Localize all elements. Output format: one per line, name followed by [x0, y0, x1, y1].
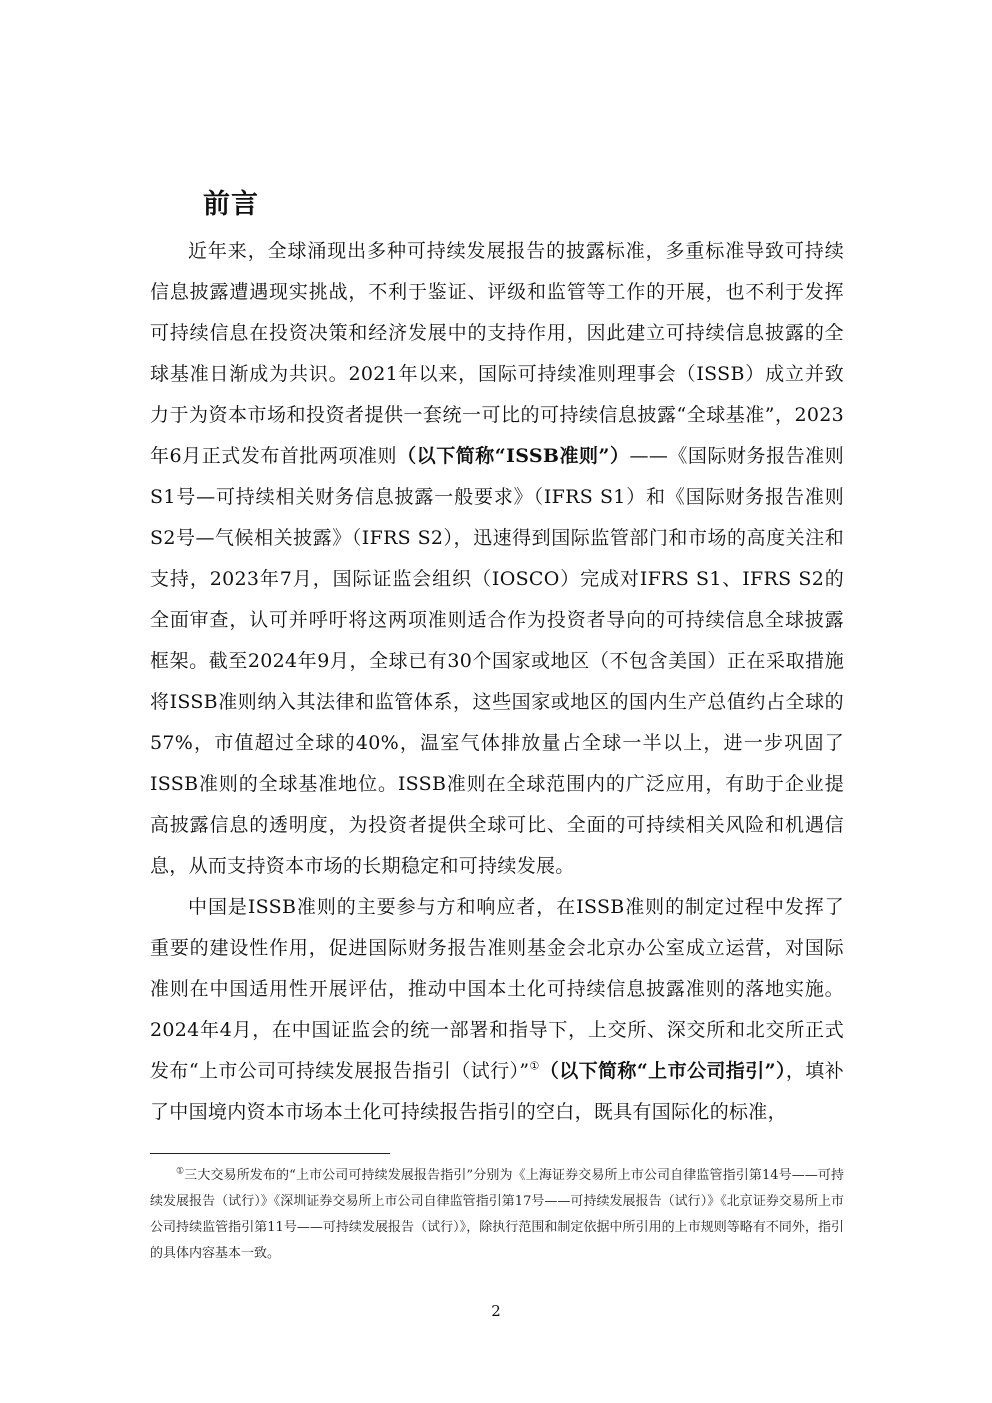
paragraph-2-bold: （以下简称“上市公司指引”） [539, 1060, 786, 1082]
paragraph-2-part-a: 中国是ISSB准则的主要参与方和响应者，在ISSB准则的制定过程中发挥了重要的建设性作用，促进国际财务报告准则基金会北京办公室成立运营，对国际准则在中国适用性开展评估，推动中国本土化可持续信息披露准则的落地实施。2024年4月，在中国证监会的统一部署和指导下，上交所、深交所和北交所正式发布“上市公司可持续发展报告指引（试行）” [150, 896, 844, 1082]
footnote [150, 1163, 844, 1267]
footnote-divider [150, 1153, 390, 1154]
paragraph-1-part-b: ——《国际财务报告准则S1号—可持续相关财务信息披露一般要求》（IFRS S1）和《国际财务报告准则S2号—气候相关披露》（IFRS S2），迅速得到国际监管部门和市场的高度关注和支持，2023年7月，国际证监会组织（IOSCO）完成对IFRS S1、IFRS S2的全面审查，认可并呼吁将这两项准则适合作为投资者导向的可持续信息全球披露框架。截至2024年9月，全球已有30个国家或地区（不包含美国）正在采取措施将ISSB准则纳入其法律和监管体系，这些国家或地区的国内生产总值约占全球的57%，市值超过全球的40%，温室气体排放量占全球一半以上，进一步巩固了ISSB准则的全球基准地位。ISSB准则在全球范围内的广泛应用，有助于企业提高披露信息的透明度，为投资者提供全球可比、全面的可持续相关风险和机遇信息，从而支持资本市场的长期稳定和可持续发展。 [150, 445, 845, 877]
paragraph-2 [150, 887, 844, 1133]
section-heading: 前言 [203, 189, 259, 220]
paragraph-2-part-b: ，填补了中国境内资本市场本土化可持续报告指引的空白，既具有国际化的标准， [150, 1060, 844, 1123]
paragraph-1 [150, 231, 844, 887]
paragraph-1-bold: （以下简称“ISSB准则”） [397, 445, 630, 467]
footnote-mark: ① [176, 1166, 185, 1177]
body-text [150, 231, 844, 1133]
footnote-reference[interactable]: ① [529, 1059, 540, 1073]
page-number: 2 [491, 1302, 501, 1320]
footnote-text: 三大交易所发布的“上市公司可持续发展报告指引”分别为《上海证券交易所上市公司自律监管指引第14号——可持续发展报告（试行）》《深圳证券交易所上市公司自律监管指引第17号——可持续发展报告（试行）》《北京证券交易所上市公司持续监管指引第11号——可持续发展报告（试行）》，除执行范围和制定依据中所引用的上市规则等略有不同外，指引的具体内容基本一致。 [150, 1168, 844, 1261]
paragraph-1-part-a: 近年来，全球涌现出多种可持续发展报告的披露标准，多重标准导致可持续信息披露遭遇现实挑战，不利于鉴证、评级和监管等工作的开展，也不利于发挥可持续信息在投资决策和经济发展中的支持作用，因此建立可持续信息披露的全球基准日渐成为共识。2021年以来，国际可持续准则理事会（ISSB）成立并致力于为资本市场和投资者提供一套统一可比的可持续信息披露“全球基准”，2023年6月正式发布首批两项准则 [150, 240, 844, 467]
